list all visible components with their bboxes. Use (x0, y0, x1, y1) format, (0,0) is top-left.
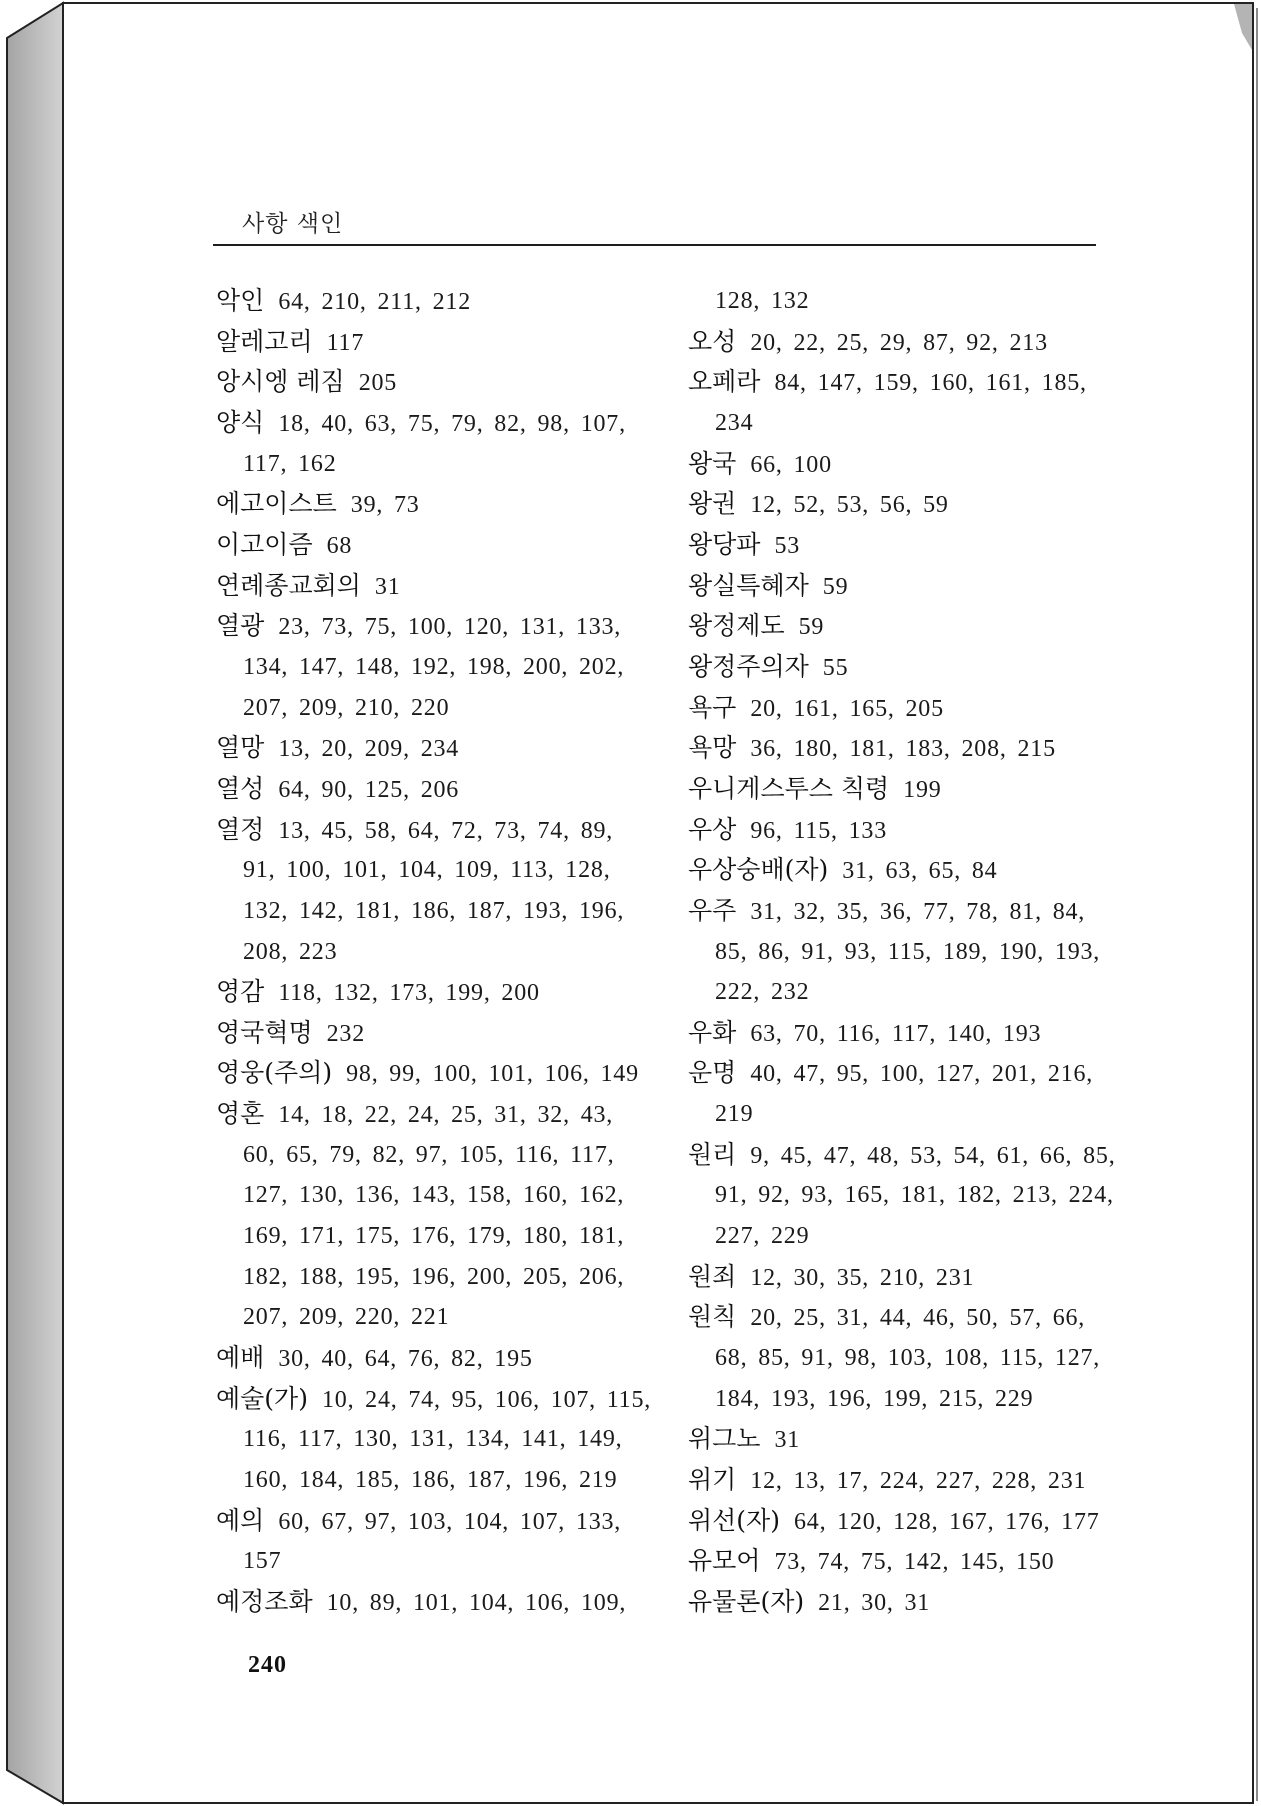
book-spine (7, 3, 63, 1803)
index-term: 오페라 (688, 367, 761, 397)
index-page-list: 20, 161, 165, 205 (750, 695, 944, 722)
index-term: 연례종교회의 (216, 570, 361, 600)
index-entry (216, 769, 671, 810)
index-page-list: 64, 210, 211, 212 (278, 289, 472, 315)
index-page-list: 31 (774, 1427, 801, 1454)
index-term: 왕권 (688, 489, 737, 519)
index-entry (216, 322, 671, 363)
index-term: 왕국 (688, 448, 737, 478)
index-term: 왕실특혜자 (688, 570, 809, 600)
index-continuation-line (688, 403, 1143, 444)
index-page-list: 91, 100, 101, 104, 109, 113, 128, (243, 857, 611, 884)
index-entry (688, 1460, 1143, 1501)
index-page-list: 30, 40, 64, 76, 82, 195 (278, 1346, 533, 1373)
index-term: 예술(가) (216, 1383, 308, 1413)
index-page-list: 73, 74, 75, 142, 145, 150 (774, 1549, 1055, 1576)
index-continuation-line (216, 891, 671, 932)
index-page-list: 12, 52, 53, 56, 59 (750, 492, 949, 519)
index-page-list: 68 (326, 532, 353, 559)
index-term: 운명 (688, 1058, 737, 1088)
index-continuation-line (216, 647, 671, 688)
index-page-list: 10, 24, 74, 95, 106, 107, 115, (321, 1386, 652, 1413)
index-entry (688, 728, 1143, 769)
index-entry (216, 525, 671, 566)
index-term: 예정조화 (216, 1587, 313, 1616)
index-page-list: 53 (774, 532, 801, 559)
index-continuation-line (216, 1460, 671, 1501)
index-page-list: 208, 223 (243, 938, 338, 965)
index-entry (688, 769, 1143, 810)
index-page-list: 68, 85, 91, 98, 103, 108, 115, 127, (715, 1345, 1101, 1372)
index-page-list: 182, 188, 195, 196, 200, 205, 206, (243, 1263, 625, 1290)
index-page-list: 31, 32, 35, 36, 77, 78, 81, 84, (750, 898, 1086, 925)
index-continuation-line (216, 688, 671, 729)
index-continuation-line (688, 1175, 1143, 1216)
index-page-list: 132, 142, 181, 186, 187, 193, 196, (243, 897, 625, 924)
index-term: 영감 (216, 977, 265, 1007)
index-term: 위기 (688, 1465, 737, 1495)
index-page-list: 20, 22, 25, 29, 87, 92, 213 (750, 329, 1048, 356)
index-carryover-line (688, 281, 1143, 322)
index-entry (688, 1541, 1143, 1582)
index-page-list: 12, 13, 17, 224, 227, 228, 231 (750, 1468, 1087, 1495)
index-entry (688, 484, 1143, 525)
index-entry (688, 688, 1143, 729)
index-page-list: 40, 47, 95, 100, 127, 201, 216, (750, 1061, 1094, 1088)
index-term: 왕정주의자 (688, 651, 809, 681)
index-page-list: 118, 132, 173, 199, 200 (278, 980, 540, 1007)
index-continuation-line (216, 1257, 671, 1298)
index-term: 욕구 (688, 692, 737, 722)
index-page-list: 36, 180, 181, 183, 208, 215 (750, 736, 1056, 763)
index-continuation-line (688, 1216, 1143, 1257)
index-term: 원칙 (688, 1302, 737, 1332)
index-entry (688, 1257, 1143, 1298)
index-page-list: 60, 67, 97, 103, 104, 107, 133, (278, 1508, 622, 1535)
index-entry (216, 484, 671, 525)
index-term: 영혼 (216, 1099, 265, 1129)
index-term: 원리 (688, 1139, 737, 1169)
index-page-list: 157 (243, 1548, 282, 1575)
index-entry (688, 810, 1143, 851)
index-page-list: 13, 45, 58, 64, 72, 73, 74, 89, (278, 817, 614, 844)
index-column-left (216, 281, 671, 1623)
index-entry (688, 647, 1143, 688)
index-term: 열광 (216, 611, 265, 641)
index-continuation-line (688, 932, 1143, 973)
index-page-list: 12, 30, 35, 210, 231 (750, 1264, 975, 1291)
page-number: 240 (248, 1652, 287, 1678)
index-term: 양식 (216, 407, 265, 437)
index-term: 위선(자) (688, 1505, 780, 1535)
index-page-list: 160, 184, 185, 186, 187, 196, 219 (243, 1467, 618, 1494)
index-page-list: 13, 20, 209, 234 (278, 736, 460, 763)
index-term: 왕정제도 (688, 611, 785, 641)
index-page-list: 64, 120, 128, 167, 176, 177 (793, 1508, 1100, 1535)
index-page-list: 232 (326, 1020, 366, 1047)
index-page-list: 55 (822, 654, 849, 681)
index-entry (216, 810, 671, 851)
index-continuation-line (688, 1379, 1143, 1420)
index-term: 영국혁명 (216, 1017, 313, 1047)
index-page-list: 10, 89, 101, 104, 106, 109, (326, 1590, 627, 1616)
index-page-list: 63, 70, 116, 117, 140, 193 (750, 1020, 1042, 1047)
index-page-list: 31 (374, 573, 401, 600)
index-term: 에고이스트 (216, 489, 337, 519)
index-page-list: 96, 115, 133 (750, 817, 888, 844)
index-entry (216, 1338, 671, 1379)
index-term: 욕망 (688, 733, 737, 763)
index-term: 우상 (688, 814, 737, 844)
index-page-list: 207, 209, 220, 221 (243, 1304, 450, 1331)
index-page-list: 234 (715, 409, 754, 436)
index-entry (688, 1419, 1143, 1460)
index-page-list: 205 (358, 370, 398, 397)
index-page-list: 59 (822, 573, 849, 600)
index-continuation-line (688, 1338, 1143, 1379)
index-continuation-line (216, 850, 671, 891)
index-page-list: 64, 90, 125, 206 (278, 776, 460, 803)
index-term: 예의 (216, 1505, 265, 1535)
index-page-list: 207, 209, 210, 220 (243, 694, 450, 721)
index-entry (216, 1094, 671, 1135)
index-entry (688, 1297, 1143, 1338)
index-page-list: 18, 40, 63, 75, 79, 82, 98, 107, (278, 410, 626, 437)
index-entry (688, 322, 1143, 363)
index-term: 우상숭배(자) (688, 855, 829, 885)
index-entry (688, 1013, 1143, 1054)
index-page-list: 199 (903, 776, 942, 803)
index-page-list: 98, 99, 100, 101, 106, 149 (346, 1061, 639, 1088)
index-entry (216, 403, 671, 444)
index-term: 우주 (688, 895, 737, 925)
index-continuation-line (216, 1419, 671, 1460)
index-page-list: 117, 162 (243, 450, 337, 477)
index-entry (216, 972, 671, 1013)
index-column-right (688, 281, 1143, 1623)
index-term: 유모어 (688, 1546, 761, 1576)
index-page-list: 222, 232 (715, 979, 810, 1006)
index-term: 악인 (216, 286, 265, 315)
index-entry (216, 362, 671, 403)
index-page-list: 127, 130, 136, 143, 158, 160, 162, (243, 1182, 625, 1209)
index-page-list: 134, 147, 148, 192, 198, 200, 202, (243, 653, 625, 680)
index-entry (216, 566, 671, 607)
index-entry (688, 891, 1143, 932)
index-page-list: 31, 63, 65, 84 (842, 858, 998, 885)
index-entry (688, 1053, 1143, 1094)
index-page-list: 91, 92, 93, 165, 181, 182, 213, 224, (715, 1182, 1114, 1209)
index-page-list: 227, 229 (715, 1223, 810, 1250)
index-entry (688, 444, 1143, 485)
index-term: 오성 (688, 326, 737, 356)
index-entry (688, 525, 1143, 566)
index-term: 열정 (216, 814, 265, 844)
index-page-list: 23, 73, 75, 100, 120, 131, 133, (278, 614, 622, 641)
index-page-list: 219 (715, 1101, 754, 1128)
index-page-list: 128, 132 (715, 288, 810, 314)
index-page-list: 21, 30, 31 (818, 1590, 931, 1616)
index-term: 이고이즘 (216, 529, 313, 559)
index-page-list: 117 (326, 329, 365, 356)
index-entry (688, 1501, 1143, 1542)
index-entry (688, 566, 1143, 607)
index-entry (688, 362, 1143, 403)
index-continuation-line (216, 444, 671, 485)
index-page-list: 169, 171, 175, 176, 179, 180, 181, (243, 1223, 625, 1250)
index-term: 열망 (216, 733, 265, 763)
index-entry (688, 606, 1143, 647)
index-page-list: 116, 117, 130, 131, 134, 141, 149, (243, 1426, 623, 1453)
index-entry (216, 1053, 671, 1094)
index-entry (216, 728, 671, 769)
index-term: 우화 (688, 1017, 737, 1047)
index-continuation-line (688, 1094, 1143, 1135)
index-entry (216, 281, 671, 322)
index-continuation-line (216, 932, 671, 973)
index-continuation-line (216, 1541, 671, 1582)
index-entry (216, 1013, 671, 1054)
index-entry (216, 1582, 671, 1623)
index-continuation-line (216, 1175, 671, 1216)
index-page-list: 14, 18, 22, 24, 25, 31, 32, 43, (278, 1102, 614, 1129)
index-entry (216, 1379, 671, 1420)
index-term: 우니게스투스 칙령 (688, 773, 890, 803)
index-continuation-line (216, 1216, 671, 1257)
index-entry (216, 1501, 671, 1542)
index-term: 앙시엥 레짐 (216, 367, 345, 397)
index-continuation-line (216, 1297, 671, 1338)
index-term: 예배 (216, 1343, 265, 1373)
index-page-list: 60, 65, 79, 82, 97, 105, 116, 117, (243, 1141, 615, 1168)
index-term: 영웅(주의) (216, 1058, 333, 1088)
index-continuation-line (216, 1135, 671, 1176)
index-term: 유물론(자) (688, 1587, 805, 1616)
index-term: 왕당파 (688, 529, 761, 559)
index-page-list: 39, 73 (350, 492, 420, 519)
index-page-list: 66, 100 (750, 451, 832, 478)
index-term: 위그노 (688, 1424, 761, 1454)
header-rule (213, 244, 1096, 246)
running-title: 사항 색인 (242, 211, 344, 237)
index-continuation-line (688, 972, 1143, 1013)
index-page-list: 59 (798, 614, 825, 641)
index-entry (688, 1135, 1143, 1176)
index-page-list: 84, 147, 159, 160, 161, 185, (774, 370, 1087, 397)
index-page-list: 184, 193, 196, 199, 215, 229 (715, 1385, 1034, 1412)
index-entry (688, 850, 1143, 891)
index-page-list: 85, 86, 91, 93, 115, 189, 190, 193, (715, 938, 1101, 965)
index-entry (688, 1582, 1143, 1623)
index-term: 열성 (216, 773, 265, 803)
index-entry (216, 606, 671, 647)
index-term: 원죄 (688, 1261, 737, 1291)
index-page-list: 20, 25, 31, 44, 46, 50, 57, 66, (750, 1305, 1086, 1332)
index-term: 알레고리 (216, 326, 313, 356)
index-page-list: 9, 45, 47, 48, 53, 54, 61, 66, 85, (750, 1142, 1116, 1169)
